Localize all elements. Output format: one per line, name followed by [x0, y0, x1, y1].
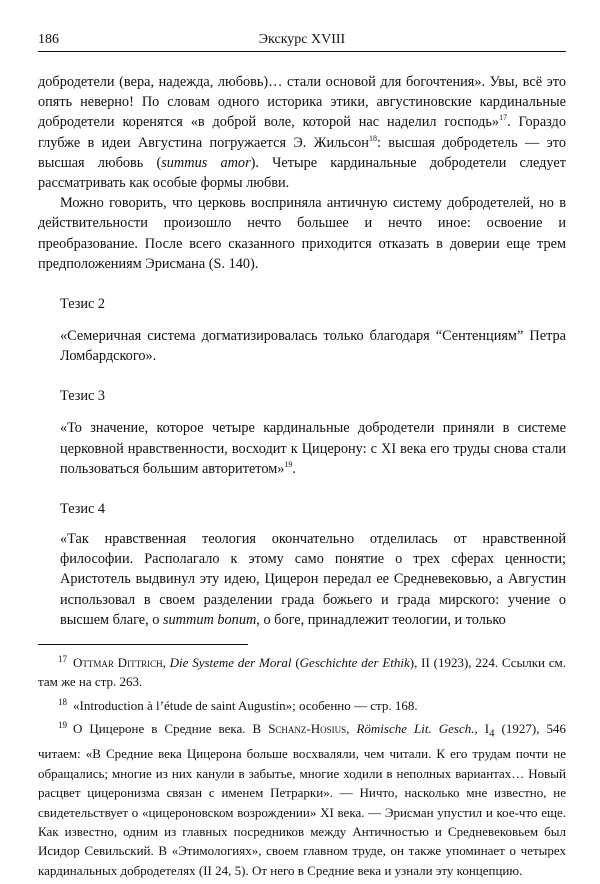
- book-subtitle: Geschichte der Ethik: [299, 655, 410, 671]
- book-page: [38, 30, 566, 884]
- volume-subscript: 4: [489, 727, 495, 740]
- book-title: Römische Lit. Gesch.: [356, 721, 475, 737]
- latin-term: summus amor: [161, 154, 251, 171]
- running-header: [38, 30, 566, 52]
- page-number: 186: [38, 32, 59, 47]
- thesis-quote: «То значение, которое четыре кардинальные добродетели приняли в системе церковной нравственности, восходит к Цицерону: с XI века его труды снова стали пользоваться большим авторитетом»$^{19}$.: [60, 420, 566, 477]
- thesis-heading: Тезис 2: [60, 296, 106, 313]
- author-name: Schanz-Hosius: [268, 721, 347, 737]
- book-title: Die Systeme der Moral: [169, 655, 292, 671]
- thesis-heading: Тезис 4: [60, 501, 106, 518]
- footnote-ref-18[interactable]: 18: [368, 133, 377, 143]
- footnote-number: 19: [58, 719, 67, 730]
- latin-term: summum bonum: [162, 611, 257, 628]
- thesis-quote: «Семеричная система догматизировалась только благодаря “Сентенциям” Петра Ломбардского».: [60, 328, 566, 365]
- footnote-ref-19[interactable]: 19: [284, 460, 293, 470]
- thesis-heading: Тезис 3: [60, 388, 106, 405]
- main-text: [38, 72, 566, 274]
- footnote-18: $^{18}$ «Introduction à l’étude de saint Augustin»; особенно — стр. 168.: [58, 696, 418, 713]
- footnote-17: $^{17}$ Ottmar Dittrich, Die Systeme der Moral (Geschichte der Ethik), II (1923), 224. Ссылки см. там же на стр. 263.: [38, 653, 567, 690]
- footnotes: [38, 653, 566, 880]
- author-name: Ottmar Dittrich: [73, 655, 163, 671]
- header-rule: [38, 51, 566, 52]
- thesis-quote: «Так нравственная теология окончательно отделилась от нравственной философии. Располагало к этому само понятие о трех сферах ценности; Аристотель выдвинул эту идею, Цицерон передал ее Средневековью, а Августин использовал в своем разделении града божьего и града мирского: учение о высшем благе, о summum bonum, о боге, принадлежит теологии, и только: [60, 531, 566, 628]
- footnote-19: $^{19}$ О Цицероне в Средние века. В Schanz-Hosius, Römische Lit. Gesch., $I_4$ (1927), 546 читаем: «В Средние века Цицерона больше восхваляли, чем читали. К его трудам почти не обращались; многие из них канули в забытье, многие ходили в неполных вариантах… Новый расцвет цицеронизма связан с именем Петрарки». — Ничто, насколько мне известно, не свидетельствует о «цицероновском возрождении» XI века. — Эрисман упустил и кое-что еще. Как известно, одним из главных посредников между Античностью и Средневековьем был Исидор Севильский. В «Этимологиях», своем главном труде, он также упоминает о четырех кардинальных добродетелях (II 24, 5). От него в Средние века и узнали эту концепцию.: [38, 719, 566, 878]
- footnote-number: 17: [58, 653, 67, 664]
- running-title: Экскурс XVIII: [258, 32, 346, 47]
- footnote-ref-17[interactable]: 17: [499, 113, 508, 123]
- footnote-number: 18: [58, 696, 67, 707]
- paragraph-1: добродетели (вера, надежда, любовь)… стали основой для богочтения». Увы, всё это опять неверно! По словам одного историка этики, августиновские кардинальные добродетели коренятся «в доброй воле, которой нас наделил господь»$^{17}$. Гораздо глубже в идеи Августина погружается Э. Жильсон$^{18}$: высшая добродетель — это высшая любовь (summus amor). Четыре кардинальные добродетели следует рассматривать как особые формы любви.: [38, 74, 566, 192]
- footnote-separator: [38, 644, 248, 645]
- paragraph-2: Можно говорить, что церковь восприняла античную систему добродетелей, но в действительности произошло нечто большее и нечто иное: освоение и преобразование. После всего сказанного приходится отказать в доверии еще трем предположениям Эрисмана (S. 140).: [38, 195, 566, 272]
